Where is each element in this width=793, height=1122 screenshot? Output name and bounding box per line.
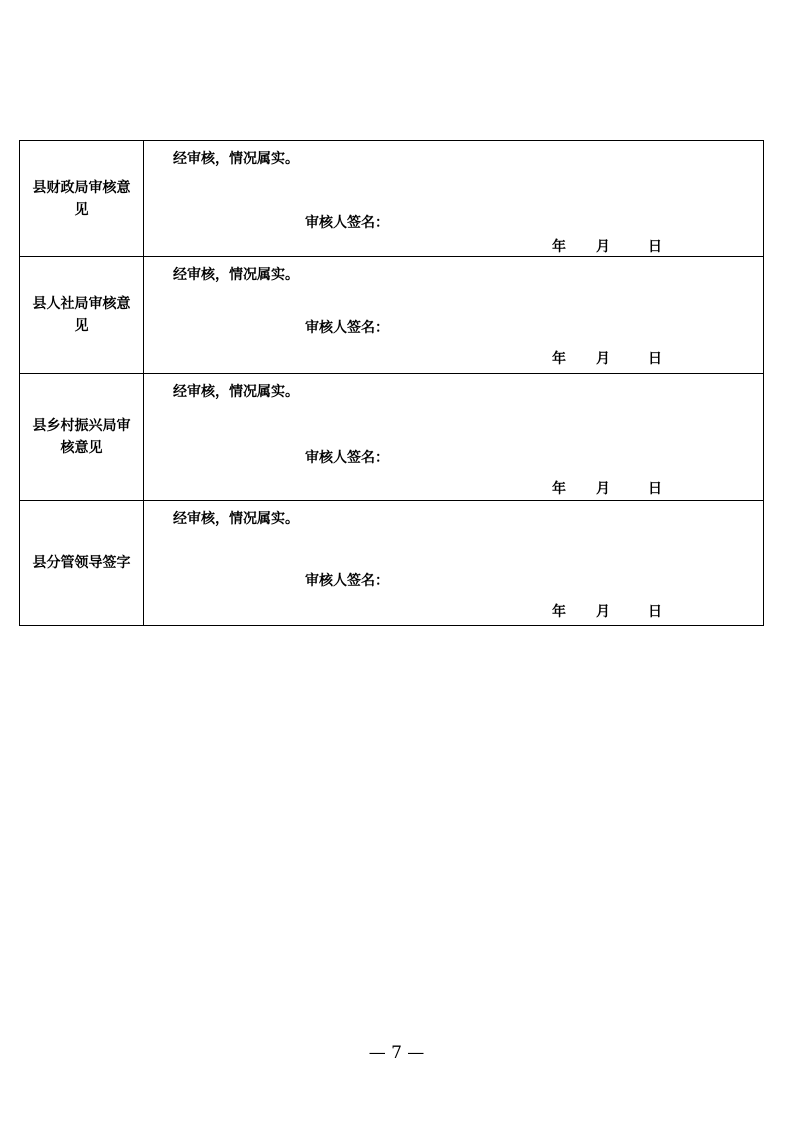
- date-month: 月: [596, 239, 610, 255]
- date-day: 日: [648, 351, 662, 367]
- signer-label: 审核人签名：: [305, 320, 389, 336]
- row-label: 县财政局审核意见: [20, 141, 144, 257]
- date-year: 年: [552, 351, 566, 367]
- date-month: 月: [596, 604, 610, 620]
- signer-label: 审核人签名：: [305, 573, 389, 589]
- date-month: 月: [596, 481, 610, 497]
- date-year: 年: [552, 481, 566, 497]
- date-month: 月: [596, 351, 610, 367]
- date-day: 日: [648, 481, 662, 497]
- review-content: [144, 374, 764, 501]
- review-table: [19, 140, 764, 626]
- review-content: [144, 501, 764, 626]
- review-content: [144, 257, 764, 374]
- row-label: 县分管领导签字: [20, 501, 144, 626]
- review-statement: 经审核，情况属实。: [173, 267, 299, 283]
- review-statement: 经审核，情况属实。: [173, 151, 299, 167]
- date-day: 日: [648, 604, 662, 620]
- review-row-hr: [20, 257, 764, 374]
- review-content: [144, 141, 764, 257]
- page-number: — 7 —: [368, 1043, 425, 1063]
- signer-label: 审核人签名：: [305, 450, 389, 466]
- date-day: 日: [648, 239, 662, 255]
- review-statement: 经审核，情况属实。: [173, 384, 299, 400]
- row-label: 县乡村振兴局审核意见: [20, 374, 144, 501]
- row-label: 县人社局审核意见: [20, 257, 144, 374]
- date-year: 年: [552, 239, 566, 255]
- review-row-leader: [20, 501, 764, 626]
- date-year: 年: [552, 604, 566, 620]
- review-row-finance: [20, 141, 764, 257]
- signer-label: 审核人签名：: [305, 215, 389, 231]
- review-statement: 经审核，情况属实。: [173, 511, 299, 527]
- review-row-rural: [20, 374, 764, 501]
